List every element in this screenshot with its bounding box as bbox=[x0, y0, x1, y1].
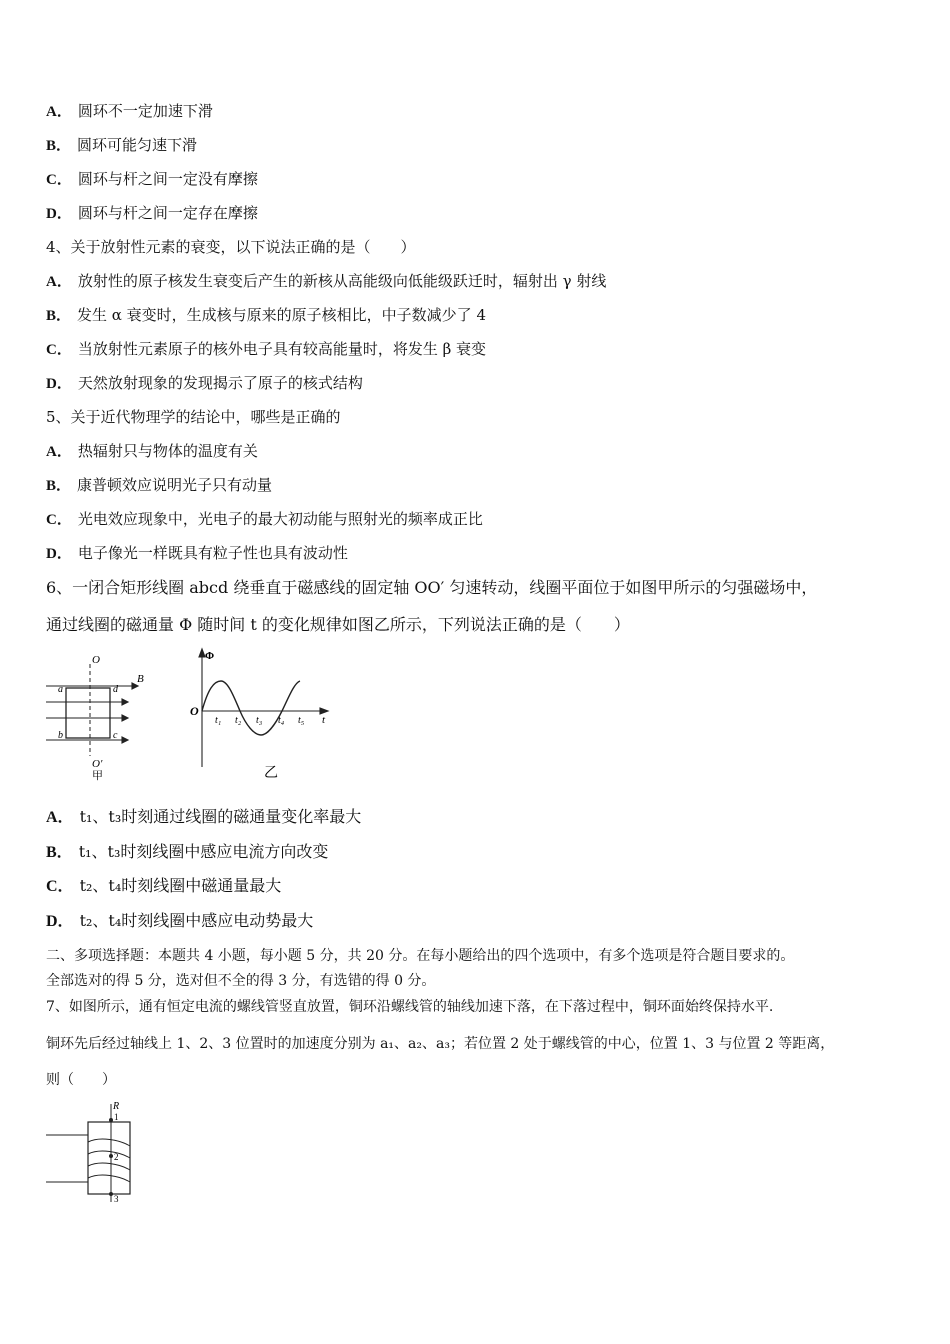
q6-figure-left bbox=[44, 650, 154, 782]
label-r: R bbox=[113, 1101, 120, 1112]
tick-t4: t₄ bbox=[278, 715, 285, 726]
q5-stem: 5、关于近代物理学的结论中，哪些是正确的 bbox=[46, 408, 341, 426]
q4-option-d: D． 天然放射现象的发现揭示了原子的核式结构 bbox=[46, 374, 363, 392]
q7-line3: 则（ ） bbox=[46, 1072, 116, 1088]
y-axis-label: Φ bbox=[205, 650, 215, 662]
q5-option-a: A． 热辐射只与物体的温度有关 bbox=[46, 442, 258, 460]
q4-option-b: B． 发生 α 衰变时，生成核与原来的原子核相比，中子数减少了 4 bbox=[46, 306, 486, 324]
tick-t3: t₃ bbox=[256, 715, 263, 726]
q5-option-c: C． 光电效应现象中，光电子的最大初动能与照射光的频率成正比 bbox=[46, 510, 483, 528]
q6-stem-line1: 6、一闭合矩形线圈 abcd 绕垂直于磁感线的固定轴 OO′ 匀速转动，线圈平面位于如图甲所示的匀强磁场中， bbox=[46, 578, 818, 597]
q3-option-c: C． 圆环与杆之间一定没有摩擦 bbox=[46, 170, 258, 188]
q7-line1: 7、如图所示，通有恒定电流的螺线管竖直放置，铜环沿螺线管的轴线加速下落，在下落过程中，铜环面始终保持水平. bbox=[46, 999, 774, 1015]
label-a: a bbox=[58, 684, 63, 695]
q4-stem: 4、关于放射性元素的衰变，以下说法正确的是（ ） bbox=[46, 238, 416, 256]
tick-t5: t₅ bbox=[298, 715, 305, 726]
label-o-prime: O′ bbox=[92, 758, 103, 770]
q6-option-a: A． t₁、t₃时刻通过线圈的磁通量变化率最大 bbox=[46, 807, 362, 826]
q5-option-d: D． 电子像光一样既具有粒子性也具有波动性 bbox=[46, 544, 348, 562]
q7-line2: 铜环先后经过轴线上 1、2、3 位置时的加速度分别为 a₁、a₂、a₃；若位置 2 处于螺线管的中心，位置 1、3 与位置 2 等距离， bbox=[46, 1036, 835, 1052]
position-3: 3 bbox=[114, 1194, 119, 1204]
q3-option-a: A． 圆环不一定加速下滑 bbox=[46, 102, 213, 120]
section2-line2: 全部选对的得 5 分，选对但不全的得 3 分，有选错的得 0 分。 bbox=[46, 973, 436, 989]
q7-figure bbox=[44, 1098, 154, 1206]
tick-t1: t₁ bbox=[215, 715, 222, 726]
q6-option-c: C． t₂、t₄时刻线圈中磁通量最大 bbox=[46, 876, 282, 895]
caption-yi: 乙 bbox=[264, 766, 278, 780]
q6-figure-right bbox=[184, 645, 334, 780]
label-d: d bbox=[113, 684, 118, 695]
origin-label: O bbox=[190, 704, 199, 718]
label-c: c bbox=[113, 730, 118, 741]
q4-option-a: A． 放射性的原子核发生衰变后产生的新核从高能级向低能级跃迁时，辐射出 γ 射线 bbox=[46, 272, 607, 290]
label-b: B bbox=[137, 673, 144, 685]
caption-jia: 甲 bbox=[92, 770, 103, 782]
section2-line1: 二、多项选择题：本题共 4 小题，每小题 5 分，共 20 分。在每小题给出的四个选项中，有多个选项是符合题目要求的。 bbox=[46, 948, 795, 964]
position-2: 2 bbox=[114, 1152, 119, 1162]
q3-option-b: B． 圆环可能匀速下滑 bbox=[46, 136, 198, 154]
label-b-corner: b bbox=[58, 730, 63, 741]
q6-stem-line2: 通过线圈的磁通量 Φ 随时间 t 的变化规律如图乙所示，下列说法正确的是（ ） bbox=[46, 615, 630, 634]
q6-option-b: B． t₁、t₃时刻线圈中感应电流方向改变 bbox=[46, 842, 329, 861]
q4-option-c: C． 当放射性元素原子的核外电子具有较高能量时，将发生 β 衰变 bbox=[46, 340, 487, 358]
q5-option-b: B． 康普顿效应说明光子只有动量 bbox=[46, 476, 273, 494]
label-o: O bbox=[92, 654, 100, 666]
position-1: 1 bbox=[114, 1112, 119, 1122]
tick-t2: t₂ bbox=[235, 715, 242, 726]
q6-option-d: D． t₂、t₄时刻线圈中感应电动势最大 bbox=[46, 911, 314, 930]
flux-curve bbox=[202, 681, 300, 735]
q3-option-d: D． 圆环与杆之间一定存在摩擦 bbox=[46, 204, 258, 222]
x-axis-label: t bbox=[322, 714, 326, 726]
